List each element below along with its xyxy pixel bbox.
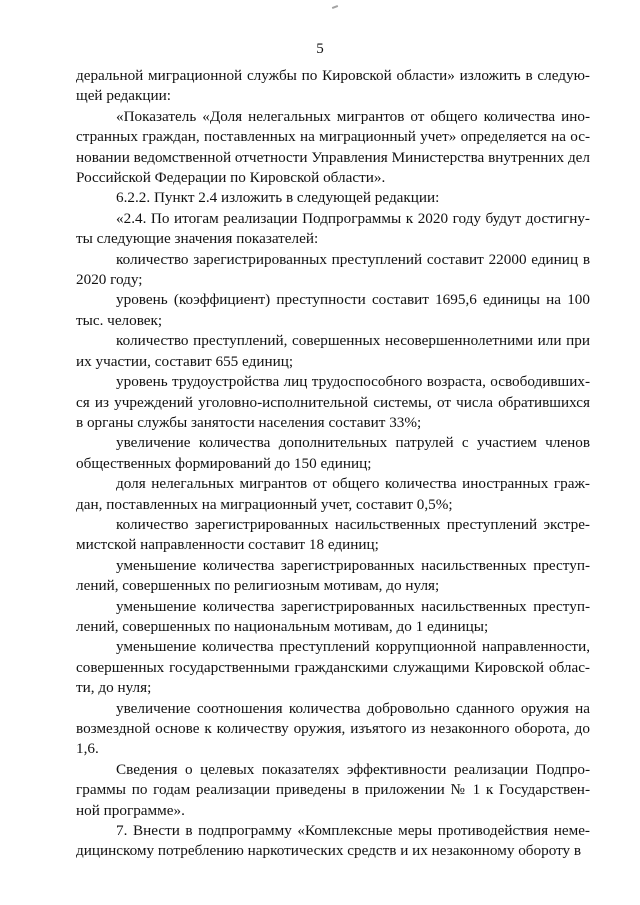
paragraph: количество преступлений, совершенных несовершеннолетними или при их участии, составит 655 единиц; — [76, 332, 590, 370]
paragraph: 6.2.2. Пункт 2.4 изложить в следующей редакции: — [116, 189, 440, 207]
paragraph: «2.4. По итогам реализации Подпрограммы к 2020 году будут достигну-ты следующие значения показателей: — [76, 209, 590, 248]
paragraph: уменьшение количества зарегистрированных насильственных преступ-лений, совершенных по религиозным мотивам, до нуля; — [76, 556, 590, 595]
paragraph: увеличение количества дополнительных патрулей с участием членов общественных формирований до 150 единиц; — [76, 434, 590, 472]
paragraph: количество зарегистрированных преступлений составит 22000 единиц в 2020 году; — [76, 250, 590, 289]
paragraph: деральной миграционной службы по Кировской области» изложить в следую-щей редакции: — [76, 67, 590, 105]
document-body — [76, 66, 590, 862]
paragraph: Сведения о целевых показателях эффективности реализации Подпро-граммы по годам реализации приведены в приложении № 1 к Государствен-ной программе». — [76, 760, 590, 819]
paragraph: 7. Внести в подпрограмму «Комплексные меры противодействия неме-дицинскому потреблению наркотических средств и их незаконному обороту в — [76, 822, 590, 860]
paragraph: количество зарегистрированных насильственных преступлений экстре-мистской направленности составит 18 единиц; — [76, 515, 590, 554]
paragraph: увеличение соотношения количества добровольно сданного оружия на возмездной основе к количеству оружия, изъятого из незаконного оборота, до 1,6. — [76, 699, 590, 758]
scan-mark — [332, 5, 338, 9]
page-number: 5 — [316, 41, 324, 57]
paragraph: уровень (коэффициент) преступности составит 1695,6 единицы на 100 тыс. человек; — [76, 291, 590, 329]
paragraph: доля нелегальных мигрантов от общего количества иностранных граж-дан, поставленных на миграционный учет, составит 0,5%; — [76, 475, 590, 513]
paragraph: уменьшение количества преступлений коррупционной направленности, совершенных государственными гражданскими служащими Кировской облас-ти, до нуля; — [76, 638, 590, 697]
paragraph: уровень трудоустройства лиц трудоспособного возраста, освободивших-ся из учреждений уголовно-исполнительной системы, от числа обратившихся в органы службы занятости населения составит 33%; — [76, 373, 590, 431]
paragraph: «Показатель «Доля нелегальных мигрантов от общего количества ино-странных граждан, поставленных на миграционный учет» определяется на ос-новании ведомственной отчетности Управления Министерства внутренних дел Российской Федерации по Кировской области». — [76, 107, 590, 187]
paragraph: уменьшение количества зарегистрированных насильственных преступ-лений, совершенных по национальным мотивам, до 1 единицы; — [76, 597, 590, 635]
